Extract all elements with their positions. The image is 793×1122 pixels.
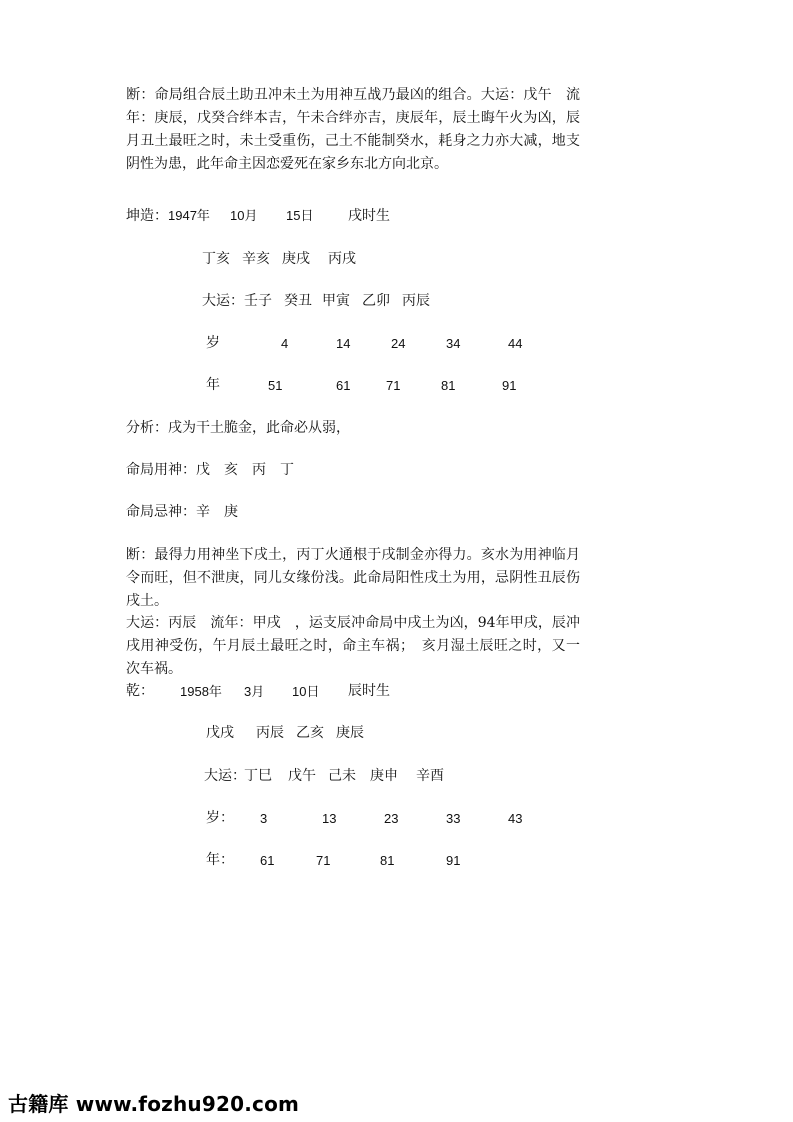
chart1-pillar: 庚戌	[282, 251, 310, 267]
chart1-age: 14	[336, 336, 351, 351]
yongshen-line: 命局用神：戊 亥 丙 丁	[126, 462, 294, 478]
chart1-liunian: 51	[268, 378, 283, 393]
chart1-dayun: 壬子	[244, 293, 272, 309]
chart1-pillar: 丙戌	[328, 251, 356, 267]
chart2-label: 乾：	[126, 683, 154, 699]
chart1-liunian: 61	[336, 378, 351, 393]
chart1-dayun: 癸丑	[284, 293, 312, 309]
jishen-line: 命局忌神：辛 庚	[126, 504, 238, 520]
chart1-month: 10月	[230, 208, 258, 223]
chart2-age-label: 岁：	[206, 810, 234, 826]
chart2-pillar: 庚辰	[336, 725, 364, 741]
chart2-hour: 辰时生	[348, 683, 390, 699]
paragraph-verdict-2	[126, 544, 580, 613]
chart1-year: 1947年	[168, 208, 210, 223]
chart1-dayun: 丙辰	[402, 293, 430, 309]
chart1-liunian: 91	[502, 378, 517, 393]
chart1-dayun-label: 大运：	[202, 293, 244, 309]
analysis-line: 分析：戌为干土脆金，此命必从弱，	[126, 420, 350, 436]
chart1-age: 34	[446, 336, 461, 351]
chart2-dayun: 己未	[328, 768, 356, 784]
chart2-dayun: 丁巳	[244, 768, 272, 784]
chart1-age: 44	[508, 336, 523, 351]
chart2-age: 43	[508, 811, 523, 826]
chart2-year-label: 年：	[206, 852, 234, 868]
site-watermark: 古籍库 www.fozhu920.com	[8, 1092, 300, 1116]
chart2-age: 3	[260, 811, 268, 826]
chart1-hour: 戌时生	[348, 208, 390, 224]
chart2-pillar: 丙辰	[256, 725, 284, 741]
chart1-label: 坤造：	[126, 208, 168, 224]
paragraph-verdict-1	[126, 84, 580, 176]
chart2-liunian: 61	[260, 853, 275, 868]
chart2-age: 23	[384, 811, 399, 826]
chart1-dayun: 甲寅	[322, 293, 350, 309]
chart1-age: 24	[391, 336, 406, 351]
paragraph-text: 断：命局组合辰土助丑冲未土为用神互战乃最凶的组合。大运：戊午 流年：庚辰，戊癸合绊本吉，午未合绊亦吉，庚辰年，辰土晦午火为凶，辰月丑土最旺之时，未土受重伤，己土不能制癸水，耗身之力亦大减，地支阴性为患，此年命主因恋爱死在家乡东北方向北京。	[126, 87, 580, 172]
chart1-year-label: 年	[206, 377, 220, 393]
chart2-liunian: 91	[446, 853, 461, 868]
chart2-dayun: 庚申	[370, 768, 398, 784]
paragraph-dayun	[126, 612, 580, 681]
chart2-pillar: 乙亥	[296, 725, 324, 741]
chart2-dayun: 辛酉	[416, 768, 444, 784]
chart1-day: 15日	[286, 208, 314, 223]
chart1-liunian: 81	[441, 378, 456, 393]
chart2-dayun-label: 大运：	[204, 768, 246, 784]
chart2-month: 3月	[244, 684, 265, 699]
chart2-age: 33	[446, 811, 461, 826]
chart1-pillar: 丁亥	[202, 251, 230, 267]
chart2-liunian: 81	[380, 853, 395, 868]
chart2-age: 13	[322, 811, 337, 826]
chart1-liunian: 71	[386, 378, 401, 393]
paragraph-text: 大运：丙辰 流年：甲戌 ，运支辰冲命局中戌土为凶，94年甲戌，辰冲戌用神受伤，午月辰土最旺之时，命主车祸； 亥月湿土辰旺之时，又一次车祸。	[126, 615, 580, 677]
chart1-dayun: 乙卯	[362, 293, 390, 309]
paragraph-text: 断：最得力用神坐下戌土，丙丁火通根于戌制金亦得力。亥水为用神临月令而旺，但不泄庚，同儿女缘份浅。此命局阳性戌土为用，忌阴性丑辰伤戌土。	[126, 547, 580, 609]
chart1-age: 4	[281, 336, 289, 351]
chart1-age-label: 岁	[206, 335, 220, 351]
chart2-pillar: 戊戌	[206, 725, 234, 741]
chart2-dayun: 戊午	[288, 768, 316, 784]
chart2-day: 10日	[292, 684, 320, 699]
chart1-pillar: 辛亥	[242, 251, 270, 267]
chart2-year: 1958年	[180, 684, 222, 699]
chart2-liunian: 71	[316, 853, 331, 868]
